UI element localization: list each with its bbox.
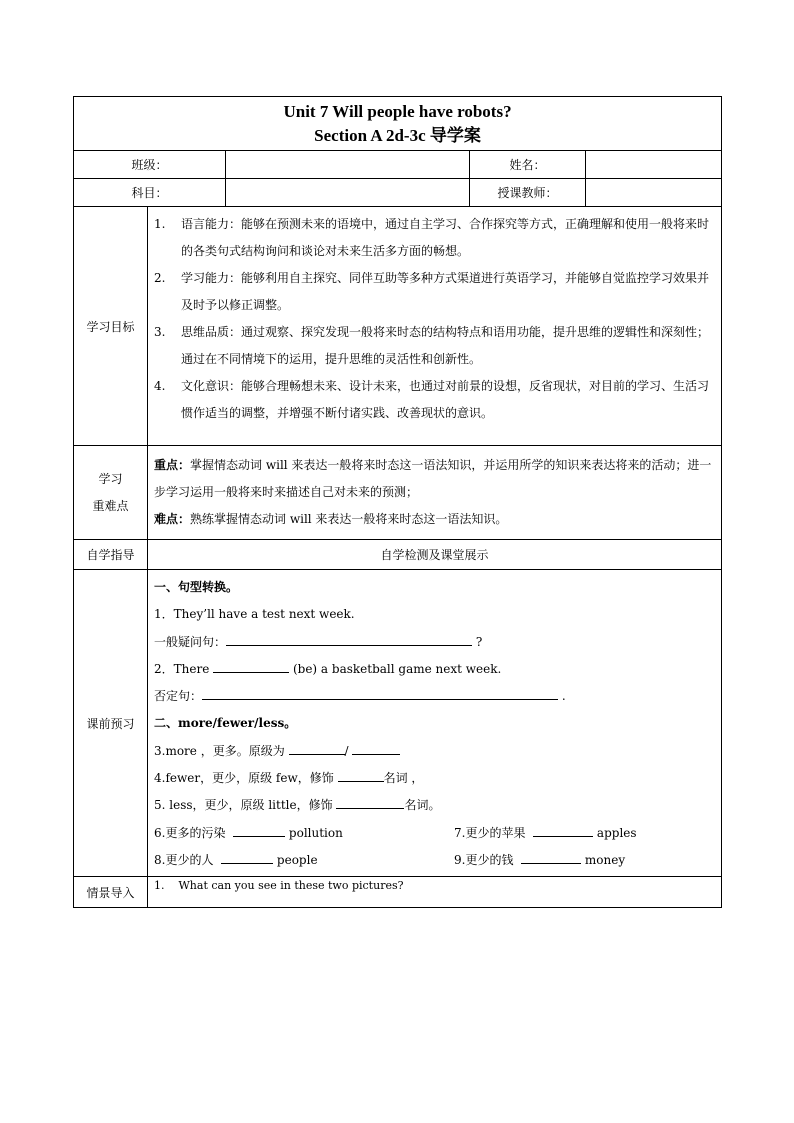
- goal-text: 文化意识：能够合理畅想未来、设计未来，也通过对前景的设想，反省现状，对目前的学习、生活习惯作适当的调整，并增强不断付诸实践、改善现状的意识。: [181, 379, 710, 420]
- intro-row: [74, 877, 722, 908]
- title-row: [74, 97, 722, 151]
- difficult-point: 难点：熟练掌握情态动词 will 来表达一般将来时态这一语法知识。: [154, 512, 508, 526]
- question-6-7: 6.更多的污染 pollution 7.更少的苹果 apples: [154, 825, 637, 840]
- subject-label: 科目：: [74, 179, 226, 207]
- question-1: 1．They’ll have a test next week.: [154, 607, 355, 622]
- goal-text: 思维品质：通过观察、探究发现一般将来时态的结构特点和语用功能，提升思维的逻辑性和深刻性；通过在不同情境下的运用，提升思维的灵活性和创新性。: [181, 325, 710, 366]
- question-2-answer: 否定句： .: [154, 689, 566, 704]
- preview-row: [74, 570, 722, 877]
- answer-blank[interactable]: [533, 824, 593, 837]
- page-title: [74, 97, 722, 151]
- guide-heading: 自学检测及课堂展示: [148, 540, 722, 570]
- answer-blank[interactable]: [521, 851, 581, 864]
- intro-question: What can you see in these two pictures?: [178, 879, 404, 893]
- teacher-field[interactable]: [586, 179, 722, 207]
- question-3: 3.more ，更多。原级为 /: [154, 738, 713, 765]
- goal-text: 学习能力：能够利用自主探究、同伴互助等多种方式渠道进行英语学习，并能够自觉监控学习效果并及时予以修正调整。: [181, 271, 710, 312]
- question-1-answer: 一般疑问句： ?: [154, 634, 483, 649]
- intro-label: 情景导入: [74, 877, 148, 908]
- answer-blank[interactable]: [202, 687, 558, 700]
- goals-label: 学习目标: [74, 207, 148, 446]
- keypoints-label: 学习 重难点: [74, 446, 148, 540]
- guide-label: 自学指导: [74, 540, 148, 570]
- answer-blank[interactable]: [338, 769, 384, 782]
- name-label: 姓名：: [470, 151, 586, 179]
- section-1-heading: 一、句型转换。: [154, 580, 239, 594]
- intro-content: 1. What can you see in these two pictures?: [148, 877, 722, 908]
- title-line-1: Unit 7 Will people have robots?: [283, 102, 512, 121]
- keypoints-row: [74, 446, 722, 540]
- class-label: 班级：: [74, 151, 226, 179]
- keypoints-content: [148, 446, 722, 540]
- goal-text: 语言能力：能够在预测未来的语境中，通过自主学习、合作探究等方式，正确理解和使用一般将来时的各类句式结构询问和谈论对未来生活多方面的畅想。: [181, 217, 710, 258]
- answer-blank[interactable]: [213, 660, 289, 673]
- class-field[interactable]: [226, 151, 470, 179]
- preview-label: 课前预习: [74, 570, 148, 877]
- goals-list: [148, 207, 722, 446]
- answer-blank[interactable]: [336, 796, 404, 809]
- guide-sheet-table: [73, 96, 722, 908]
- guide-row: [74, 540, 722, 570]
- preview-content: [148, 570, 722, 877]
- teacher-label: 授课教师：: [470, 179, 586, 207]
- answer-blank[interactable]: [289, 742, 345, 755]
- section-2-heading: 二、more/fewer/less。: [154, 716, 297, 731]
- goal-item: 4. 文化意识：能够合理畅想未来、设计未来，也通过对前景的设想，反省现状，对目前的学习、生活习惯作适当的调整，并增强不断付诸实践、改善现状的意识。: [154, 373, 713, 427]
- goal-item: 2. 学习能力：能够利用自主探究、同伴互助等多种方式渠道进行英语学习，并能够自觉监控学习效果并及时予以修正调整。: [154, 265, 713, 319]
- name-field[interactable]: [586, 151, 722, 179]
- info-row-1: [74, 151, 722, 179]
- goals-row: [74, 207, 722, 446]
- question-8-9: 8.更少的人 people 9.更少的钱 money: [154, 852, 626, 867]
- question-5: 5. less，更少，原级 little，修饰 名词。: [154, 798, 441, 813]
- subject-field[interactable]: [226, 179, 470, 207]
- question-2: 2．There (be) a basketball game next week.: [154, 661, 502, 676]
- answer-blank[interactable]: [352, 742, 400, 755]
- key-point: 重点：掌握情态动词 will 来表达一般将来时态这一语法知识，并运用所学的知识来表达将来的活动；进一步学习运用一般将来时来描述自己对未来的预测；: [154, 458, 712, 499]
- answer-blank[interactable]: [226, 633, 472, 646]
- answer-blank[interactable]: [233, 824, 285, 837]
- goal-item: 3. 思维品质：通过观察、探究发现一般将来时态的结构特点和语用功能，提升思维的逻辑性和深刻性；通过在不同情境下的运用，提升思维的灵活性和创新性。: [154, 319, 713, 373]
- info-row-2: [74, 179, 722, 207]
- goal-item: 1. 语言能力：能够在预测未来的语境中，通过自主学习、合作探究等方式，正确理解和使用一般将来时的各类句式结构询问和谈论对未来生活多方面的畅想。: [154, 211, 713, 265]
- question-4: 4.fewer，更少，原级 few，修饰 名词 ，: [154, 771, 424, 786]
- answer-blank[interactable]: [221, 851, 273, 864]
- title-line-2: Section A 2d-3c 导学案: [314, 126, 481, 145]
